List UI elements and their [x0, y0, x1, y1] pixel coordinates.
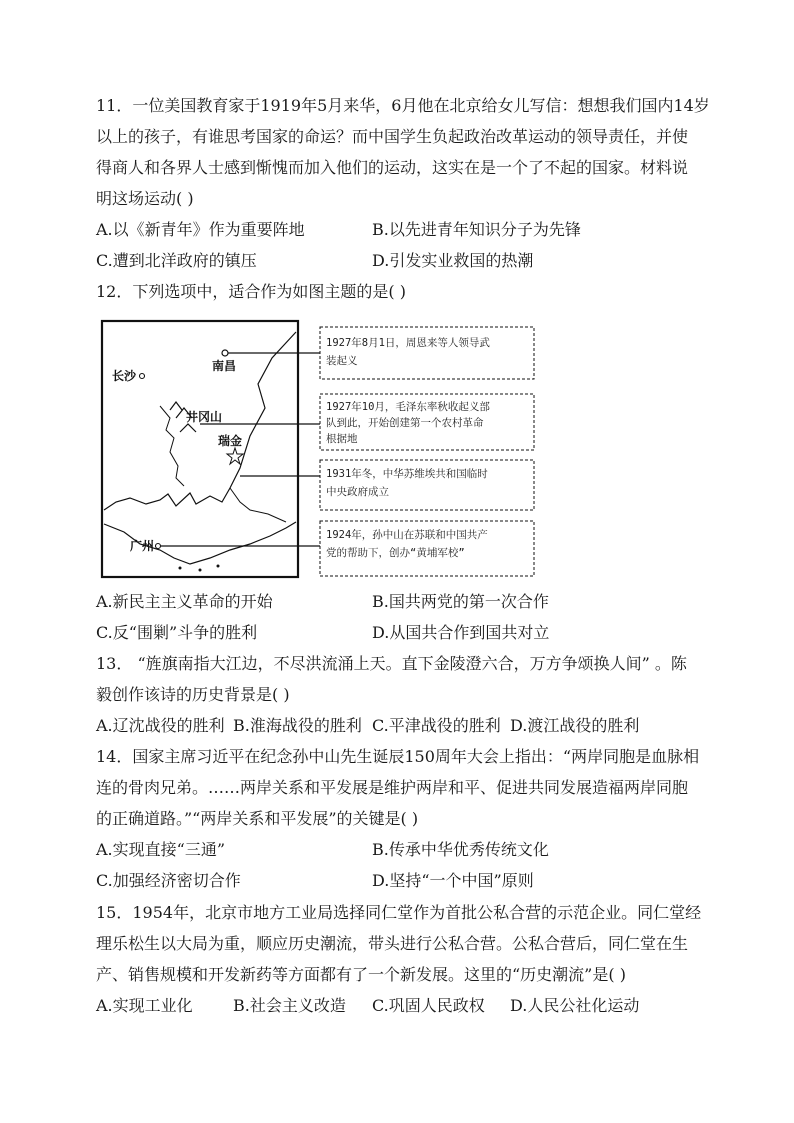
- island-dot: [217, 565, 220, 568]
- q11-stem-line-3: 得商人和各界人士感到惭愧而加入他们的运动，这实在是一个了不起的国家。材料说: [96, 158, 689, 177]
- q14-options-row-1: [96, 834, 696, 865]
- q13-stem-line-1: 13． “旌旗南指大江边，不尽洪流涌上天。直下金陵澄六合，万方争颂换人间” 。陈: [96, 654, 687, 673]
- note-1-line-1: 1927年8月1日，周恩来等人领导武: [326, 337, 490, 349]
- q13-option-b[interactable]: B.淮海战役的胜利: [233, 716, 362, 735]
- island-dot: [179, 567, 182, 570]
- nanchang-marker: [222, 350, 228, 356]
- note-3-line-2: 中央政府成立: [326, 486, 389, 498]
- q14-option-c[interactable]: C.加强经济密切合作: [96, 871, 241, 890]
- q11-stem-line-1: 11．一位美国教育家于1919年5月来华，6月他在北京给女儿写信：想想我们国内14岁: [96, 96, 710, 115]
- note-1-line-2: 装起义: [326, 355, 358, 367]
- q12-options-row-1: [96, 586, 696, 617]
- q15-stem-line-2: 理乐松生以大局为重，顺应历史潮流，带头进行公私合营。公私合营后，同仁堂在生: [96, 934, 689, 953]
- note-box-1: [320, 327, 534, 379]
- q12-map-figure: [100, 318, 540, 580]
- q12-option-c[interactable]: C.反“围剿”斗争的胜利: [96, 623, 258, 642]
- note-2-line-3: 根据地: [326, 433, 358, 445]
- q13-option-d[interactable]: D.渡江战役的胜利: [510, 716, 640, 735]
- q12-stem-line: 12．下列选项中，适合作为如图主题的是( ): [96, 282, 406, 301]
- q14-stem-line-2: 连的骨肉兄弟。……两岸关系和平发展是维护两岸和平、促进共同发展造福两岸同胞: [96, 778, 689, 797]
- q11-stem-line-4: 明这场运动( ): [96, 189, 194, 208]
- q13-stem-line-2: 毅创作该诗的历史背景是( ): [96, 685, 290, 704]
- q13-option-a[interactable]: A.辽沈战役的胜利: [96, 716, 225, 735]
- question-15: [96, 897, 702, 1021]
- q11-option-a[interactable]: A.以《新青年》作为重要阵地: [96, 220, 305, 239]
- q15-option-c[interactable]: C.巩固人民政权: [372, 996, 485, 1015]
- q12-option-a[interactable]: A.新民主主义革命的开始: [96, 592, 273, 611]
- place-changsha: 长沙: [112, 369, 137, 383]
- question-14: [96, 741, 700, 896]
- question-12-options: [96, 586, 696, 648]
- island-dot: [199, 569, 202, 572]
- q14-option-a[interactable]: A.实现直接“三通”: [96, 840, 226, 859]
- guangzhou-marker: [156, 544, 161, 549]
- place-guangzhou: 广州: [130, 539, 155, 553]
- q15-option-a[interactable]: A.实现工业化: [96, 996, 193, 1015]
- q12-options-row-2: [96, 617, 696, 648]
- q14-options-row-2: [96, 865, 696, 896]
- q15-option-d[interactable]: D.人民公社化运动: [510, 996, 640, 1015]
- question-13: [96, 648, 696, 741]
- q15-option-b[interactable]: B.社会主义改造: [233, 996, 346, 1015]
- q11-option-b[interactable]: B.以先进青年知识分子为先锋: [372, 220, 581, 239]
- note-3-line-1: 1931年冬，中华苏维埃共和国临时: [326, 468, 488, 480]
- note-4-line-2: 党的帮助下，创办“黄埔军校”: [326, 547, 465, 559]
- q12-map-svg: [100, 318, 540, 580]
- q12-option-b[interactable]: B.国共两党的第一次合作: [372, 592, 549, 611]
- q14-stem-line-3: 的正确道路。”“两岸关系和平发展”的关键是( ): [96, 809, 419, 828]
- question-12-stem: [96, 276, 696, 307]
- q15-stem-line-3: 产、销售规模和开发新药等方面都有了一个新发展。这里的“历史潮流”是( ): [96, 965, 626, 984]
- q11-option-d[interactable]: D.引发实业救国的热潮: [372, 251, 534, 270]
- place-nanchang: 南昌: [212, 359, 237, 373]
- place-jinggangshan: 井冈山: [186, 410, 223, 424]
- question-11: [96, 90, 710, 276]
- q11-options-row-2: [96, 245, 696, 276]
- note-2-line-1: 1927年10月，毛泽东率秋收起义部: [326, 401, 490, 413]
- q15-stem-line-1: 15．1954年，北京市地方工业局选择同仁堂作为首批公私合营的示范企业。同仁堂经: [96, 903, 702, 922]
- note-4-line-1: 1924年，孙中山在苏联和中国共产: [326, 529, 488, 541]
- q11-options-row-1: [96, 214, 696, 245]
- q14-option-b[interactable]: B.传承中华优秀传统文化: [372, 840, 549, 859]
- q13-option-c[interactable]: C.平津战役的胜利: [372, 716, 501, 735]
- note-2-line-2: 队到此，开始创建第一个农村革命: [326, 417, 484, 429]
- q11-stem-line-2: 以上的孩子，有谁思考国家的命运？而中国学生负起政治改革运动的领导责任，并使: [96, 127, 689, 146]
- place-ruijin: 瑞金: [218, 434, 243, 448]
- q11-option-c[interactable]: C.遭到北洋政府的镇压: [96, 251, 257, 270]
- q14-stem-line-1: 14．国家主席习近平在纪念孙中山先生诞辰150周年大会上指出：“两岸同胞是血脉相: [96, 747, 700, 766]
- q14-option-d[interactable]: D.坚持“一个中国”原则: [372, 871, 534, 890]
- q12-option-d[interactable]: D.从国共合作到国共对立: [372, 623, 550, 642]
- q15-options-row: [96, 990, 696, 1021]
- q13-options-row: [96, 710, 696, 741]
- changsha-marker: [140, 374, 145, 379]
